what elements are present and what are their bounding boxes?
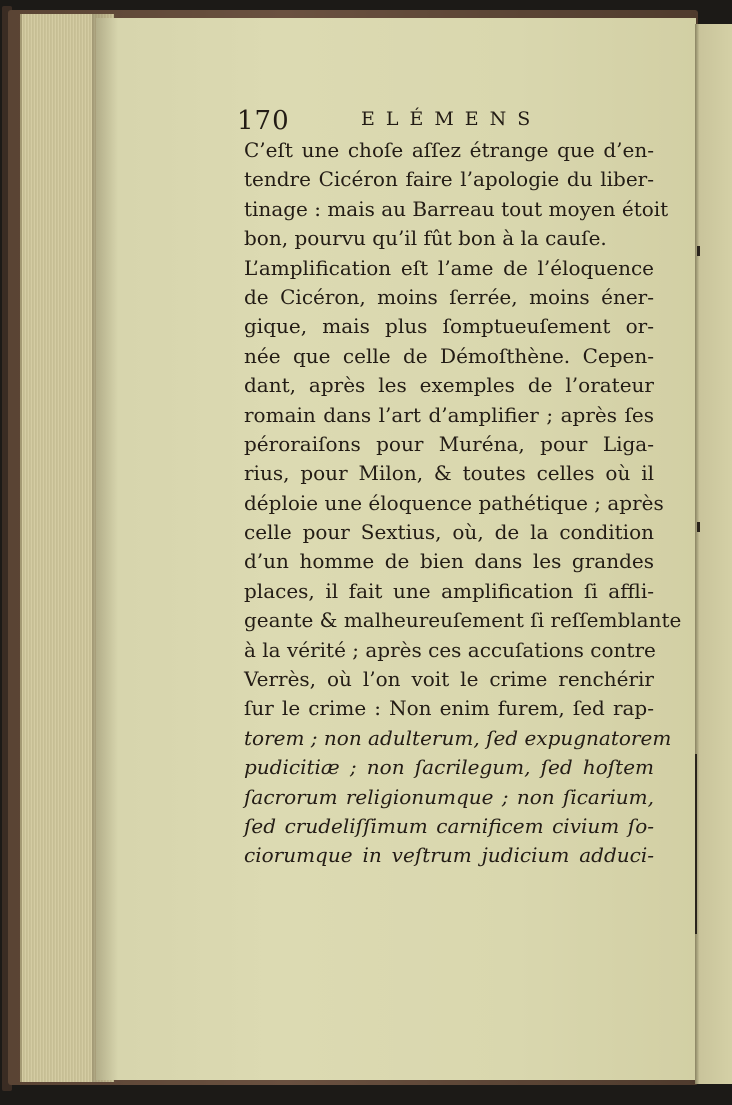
- text-line: L’amplification eſt l’ame de l’éloquence: [244, 255, 654, 280]
- text-line: née que celle de Démoſthène. Cepen-: [244, 343, 654, 368]
- text-line: ſur le crime : Non enim furem, ſed rap-: [244, 696, 654, 721]
- facing-page-edge: [695, 24, 732, 1084]
- body-text: [244, 136, 682, 871]
- text-line-latin: torem ; non adulterum, ſed expugnatorem: [244, 725, 672, 750]
- text-line: tendre Cicéron faire l’apologie du liber-: [244, 167, 654, 192]
- text-line: à la vérité ; après ces accuſations contre: [244, 637, 656, 662]
- facing-ink-line: [695, 754, 697, 934]
- text-line: gique, mais plus ſomptueuſement or-: [244, 314, 654, 339]
- text-line-latin: ſacrorum religionumque ; non ſicarium,: [244, 784, 654, 809]
- text-line: rius, pour Milon, & toutes celles où il: [244, 461, 654, 486]
- text-line-latin: ſed crudeliſſimum carnificem civium ſo-: [244, 813, 654, 838]
- text-line: geante & malheureuſement ſi reſſemblante: [244, 608, 682, 633]
- text-line: places, il fait une amplification ſi affli-: [244, 578, 654, 603]
- page-number: 170: [237, 106, 290, 136]
- text-line: romain dans l’art d’amplifier ; après ſes: [244, 402, 654, 427]
- text-line: Verrès, où l’on voit le crime renchérir: [244, 667, 654, 692]
- text-line: de Cicéron, moins ſerrée, moins éner-: [244, 284, 654, 309]
- running-title: ELÉMENS: [361, 108, 542, 130]
- text-line: C’eſt une choſe aſſez étrange que d’en-: [244, 138, 654, 162]
- facing-ink-mark: [697, 246, 700, 256]
- text-line-latin: pudicitiæ ; non ſacrilegum, ſed hoſtem: [244, 755, 654, 780]
- text-line: déploie une éloquence pathétique ; après: [244, 490, 664, 515]
- text-line: d’un homme de bien dans les grandes: [244, 549, 654, 574]
- text-line-latin: ciorumque in veſtrum judicium adduci-: [244, 843, 654, 868]
- facing-ink-mark: [697, 522, 700, 532]
- gutter-shadow: [92, 14, 118, 1082]
- text-line: dant, après les exemples de l’orateur: [244, 373, 654, 398]
- text-line: celle pour Sextius, où, de la condition: [244, 520, 654, 545]
- text-line: bon, pourvu qu’il fût bon à la cauſe.: [244, 226, 607, 251]
- text-line: tinage : mais au Barreau tout moyen étoit: [244, 196, 669, 221]
- text-line: péroraiſons pour Muréna, pour Liga-: [244, 431, 654, 456]
